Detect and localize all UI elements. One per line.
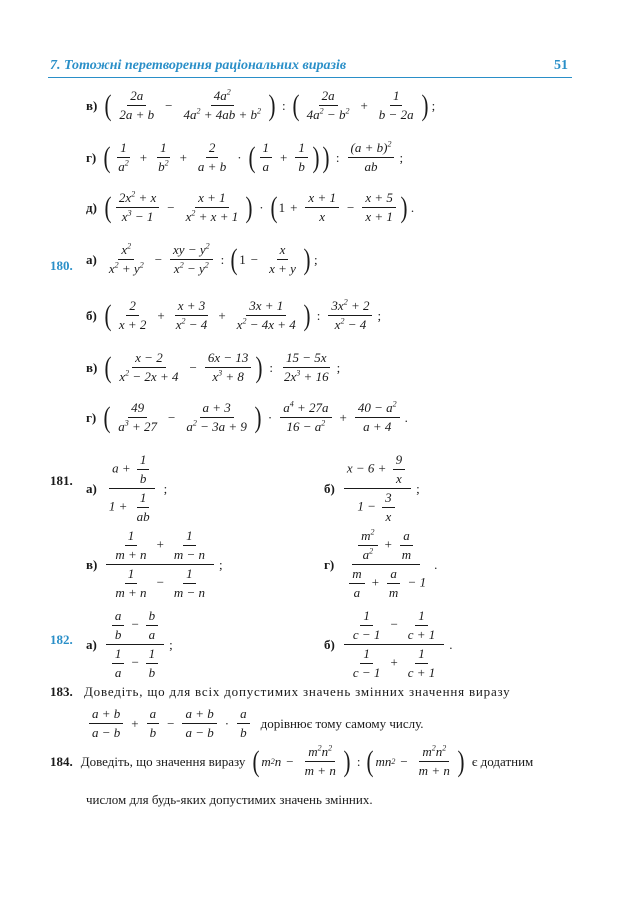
item-label: г) <box>86 149 97 165</box>
math-expression: ( m 2 n − $\frac{m^2n^2}{m + n}$ ) : ( mn 2 − $\frac{m^2n^2}{m + n}$ ) <box>252 743 465 778</box>
problem-number: 182. <box>50 632 73 647</box>
item-label: г) <box>86 409 97 425</box>
problem-180a <box>86 242 318 277</box>
problem-184-cont <box>86 790 373 810</box>
problem-181b <box>324 452 420 525</box>
problem-184 <box>50 744 533 779</box>
math-expression: $\frac{m^2}{a^2}$ + $\frac{a}{m}$ $\frac{m}{a}$ + $\frac{a}{m}$ − 1 . <box>340 528 437 601</box>
math-expression: $\frac{a + b}{a - b}$ + $\frac{a}{b}$ − $\frac{a + b}{a - b}$ · $\frac{a}{b}$ <box>86 706 253 741</box>
problem-179v <box>86 88 435 123</box>
problem-183-expression <box>86 706 424 741</box>
header-rule <box>48 77 572 79</box>
item-label: в) <box>86 97 98 113</box>
problem-181v <box>86 528 223 601</box>
problem-text: Доведіть, що для всіх допустимих значень змінних значення виразу <box>84 684 511 699</box>
item-label: б) <box>324 480 335 496</box>
problem-number: 183. <box>50 684 73 699</box>
math-expression: ( $\frac{2}{x + 2}$ + $\frac{x + 3}{x^2 - 4}$ + $\frac{3x + 1}{x^2 - 4x + 4}$ ) : $\frac{3x^2 + 2}{x^2 - 4}$ ; <box>104 297 382 332</box>
item-label: а) <box>86 636 97 652</box>
problem-179d <box>86 190 414 225</box>
math-expression: ( $\frac{49}{a^3 + 27}$ − $\frac{a + 3}{a^2 - 3a + 9}$ ) · $\frac{a^4 + 27a}{16 - a^2}$ + $\frac{40 - a^2}{a + 4}$ . <box>103 399 408 434</box>
problem-180v <box>86 350 340 385</box>
problem-180b <box>86 298 381 333</box>
item-label: г) <box>324 556 335 572</box>
problem-183 <box>50 682 574 702</box>
math-expression: $\frac{x^2}{x^2 + y^2}$ − $\frac{xy - y^2}{x^2 - y^2}$ : ( 1 − $\frac{x}{x + y}$ ) ; <box>108 241 318 276</box>
problem-182b <box>324 608 453 681</box>
chapter-title: 7. Тотожні перетворення раціональних виразів <box>50 58 347 73</box>
math-expression: $\frac{a}{b}$ − $\frac{b}{a}$ $\frac{1}{a}$ − $\frac{1}{b}$ ; <box>103 608 173 681</box>
problem-number: 180. <box>50 258 73 273</box>
math-expression: ( $\frac{2a}{2a + b}$ − $\frac{4a^2}{4a^2 + 4ab + b^2}$ ) : ( $\frac{2a}{4a^2 - b^2}$ + $\frac{1}{b - 2a}$ ) ; <box>104 87 436 122</box>
problem-text: числом для будь-яких допустимих значень змінних. <box>86 792 373 807</box>
problem-number: 181. <box>50 473 73 488</box>
item-label: а) <box>86 251 97 267</box>
problem-182a <box>86 608 173 681</box>
math-expression: $\frac{1}{c - 1}$ − $\frac{1}{c + 1}$ $\frac{1}{c - 1}$ + $\frac{1}{c + 1}$ . <box>341 608 453 681</box>
problem-text: дорівнює тому самому числу. <box>260 715 424 731</box>
item-label: а) <box>86 480 97 496</box>
math-expression: ( $\frac{x - 2}{x^2 - 2x + 4}$ − $\frac{6x - 13}{x^3 + 8}$ ) : $\frac{15 - 5x}{2x^3 + 16}$ ; <box>104 350 341 384</box>
problem-text: є додатним <box>471 753 534 769</box>
problem-181a <box>86 452 167 525</box>
math-expression: ( $\frac{1}{a^2}$ + $\frac{1}{b^2}$ + $\frac{2}{a + b}$ · ( $\frac{1}{a}$ + $\frac{1}{b}$ ) ) : $\frac{(a + b)^2}{ab}$ ; <box>103 139 404 174</box>
page-header <box>48 56 572 78</box>
item-label: б) <box>86 307 97 323</box>
problem-number: 184. <box>50 753 73 769</box>
math-expression: $\frac{1}{m + n}$ + $\frac{1}{m - n}$ $\frac{1}{m + n}$ − $\frac{1}{m - n}$ ; <box>103 528 222 601</box>
item-label: в) <box>86 359 98 375</box>
math-expression: ( $\frac{2x^2 + x}{x^3 - 1}$ − $\frac{x + 1}{x^2 + x + 1}$ ) · ( 1 + $\frac{x + 1}{x}$ − $\frac{x + 5}{x + 1}$ ) . <box>104 189 415 224</box>
item-label: б) <box>324 636 335 652</box>
page-number: 51 <box>554 58 568 73</box>
problem-text: Доведіть, що значення виразу <box>80 753 246 769</box>
math-expression: x − 6 + $\frac{9}{x}$ 1 − $\frac{3}{x}$ ; <box>341 452 420 525</box>
problem-179g <box>86 140 403 175</box>
item-label: д) <box>86 199 97 215</box>
item-label: в) <box>86 556 98 572</box>
problem-180g <box>86 400 408 435</box>
problem-181g <box>324 528 437 601</box>
math-expression: a + $\frac{1}{b}$ 1 + $\frac{1}{ab}$ ; <box>108 452 168 524</box>
